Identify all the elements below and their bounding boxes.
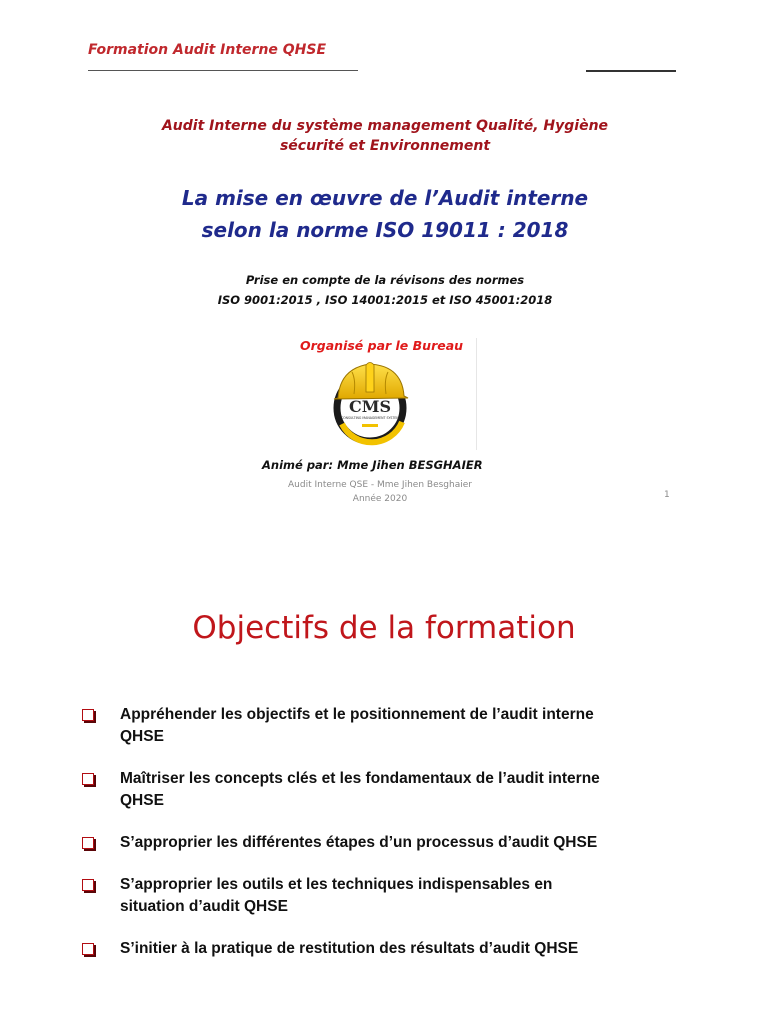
objectives-list (82, 704, 702, 960)
objective-line: Maîtriser les concepts clés et les fondamentaux de l’audit interne (120, 770, 600, 787)
logo-divider (476, 338, 477, 450)
objective-line: QHSE (120, 728, 164, 745)
main-title-line-2: selon la norme ISO 19011 : 2018 (201, 218, 569, 242)
checkbox-square-icon (82, 709, 94, 721)
objective-line: QHSE (120, 792, 164, 809)
checkbox-square-icon (82, 837, 94, 849)
footer-line-1: Audit Interne QSE - Mme Jihen Besghaier (288, 480, 472, 490)
list-item (82, 768, 702, 812)
objective-line: S’approprier les outils et les techniques indispensables en (120, 876, 553, 893)
list-item (82, 704, 702, 748)
objectives-title: Objectifs de la formation (192, 610, 576, 646)
slide-main-title (80, 182, 690, 246)
objective-line: S’approprier les différentes étapes d’un processus d’audit QHSE (120, 834, 598, 851)
objective-line: S’initier à la pratique de restitution des résultats d’audit QHSE (120, 940, 579, 957)
objective-line: Appréhender les objectifs et le positionnement de l’audit interne (120, 706, 594, 723)
presenter: Animé par: Mme Jihen BESGHAIER (262, 458, 483, 472)
logo-caption: CONSULTING MANAGEMENT SYSTEM (340, 416, 400, 420)
organized-by: Organisé par le Bureau (300, 338, 464, 353)
norms-line-1: Prise en compte de la révisons des normes (245, 273, 525, 287)
objective-line: situation d’audit QHSE (120, 898, 288, 915)
checkbox-square-icon (82, 773, 94, 785)
list-item (82, 938, 702, 960)
checkbox-square-icon (82, 879, 94, 891)
norms-note (80, 270, 690, 310)
header-rule-right (586, 70, 676, 72)
page-number: 1 (664, 490, 670, 500)
checkbox-square-icon (82, 943, 94, 955)
header-rule-left (88, 70, 358, 71)
main-title-line-1: La mise en œuvre de l’Audit interne (181, 186, 589, 210)
cms-logo (322, 352, 418, 448)
objectives-slide (0, 560, 768, 1024)
slide-footer (230, 478, 530, 506)
header-title: Formation Audit Interne QHSE (88, 42, 327, 58)
footer-line-2: Année 2020 (352, 494, 408, 504)
slide-subtitle (80, 116, 690, 156)
norms-line-2: ISO 9001:2015 , ISO 14001:2015 et ISO 45001:2018 (217, 293, 553, 307)
list-item (82, 832, 702, 854)
subtitle-line-1: Audit Interne du système management Qualité, Hygiène (161, 118, 609, 134)
list-item (82, 874, 702, 918)
subtitle-line-2: sécurité et Environnement (279, 138, 491, 154)
logo-text: CMS (349, 397, 391, 416)
